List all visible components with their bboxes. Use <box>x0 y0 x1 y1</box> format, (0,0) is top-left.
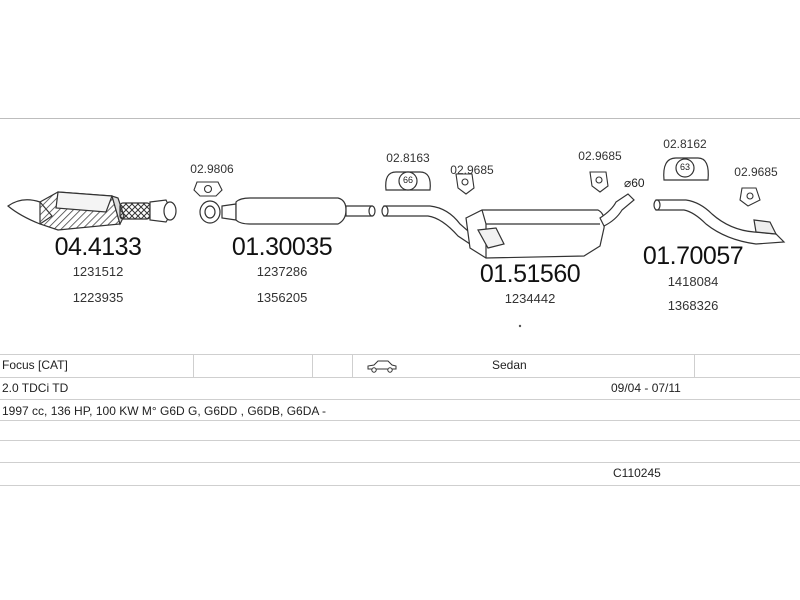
table-border-top <box>0 354 800 355</box>
table-border-bottom <box>0 485 800 486</box>
table-col-divider <box>312 354 313 377</box>
model-cell: Focus [CAT] <box>2 358 68 372</box>
clip-label-5: 02.8162 <box>663 137 707 151</box>
top-border <box>0 118 800 119</box>
diameter-label: ⌀60 <box>624 176 645 190</box>
engine-cell: 2.0 TDCi TD <box>2 381 69 395</box>
part-number-front-pipe: 01.30035 <box>231 233 333 261</box>
ring-size-66: 66 <box>402 175 414 185</box>
clip-1-icon <box>194 182 222 196</box>
table-col-divider <box>352 354 353 377</box>
part-ref-rear-pipe-1: 1418084 <box>667 274 719 289</box>
part-ref-catalyst-2: 1223935 <box>72 290 124 305</box>
part-ref-front-pipe-1: 1237286 <box>256 264 308 279</box>
part-number-catalyst: 04.4133 <box>54 233 142 261</box>
catalyst-part <box>8 192 176 230</box>
ring-size-63: 63 <box>679 162 691 172</box>
clip-label-1: 02.9806 <box>190 162 234 176</box>
rear-pipe-part <box>654 200 784 244</box>
period-cell: 09/04 - 07/11 <box>611 381 681 395</box>
table-col-divider <box>694 354 695 377</box>
part-ref-rear-pipe-2: 1368326 <box>667 298 719 313</box>
front-pipe-part <box>200 198 375 224</box>
part-number-middle: 01.51560 <box>479 260 581 288</box>
part-ref-front-pipe-2: 1356205 <box>256 290 308 305</box>
catalog-code-cell: C110245 <box>613 466 661 480</box>
car-body-icon <box>366 359 398 376</box>
body-type-cell: Sedan <box>492 358 527 372</box>
part-number-rear-pipe: 01.70057 <box>642 242 744 270</box>
table-divider <box>0 377 800 378</box>
clip-label-3: 02.9685 <box>450 163 494 177</box>
hanger-3-icon <box>740 188 760 206</box>
clip-label-6: 02.9685 <box>734 165 778 179</box>
table-divider <box>0 440 800 441</box>
part-ref-catalyst-1: 1231512 <box>72 264 124 279</box>
table-divider <box>0 399 800 400</box>
specs-cell: 1997 cc, 136 HP, 100 KW M° G6D G, G6DD , G6DB, G6DA - <box>2 404 327 418</box>
hanger-2-icon <box>590 172 608 192</box>
table-divider <box>0 420 800 421</box>
table-col-divider <box>193 354 194 377</box>
hanger-1-icon <box>456 174 474 194</box>
clip-label-2: 02.8163 <box>386 151 430 165</box>
clip-label-4: 02.9685 <box>578 149 622 163</box>
table-divider <box>0 462 800 463</box>
part-ref-middle-1: 1234442 <box>504 291 556 306</box>
exhaust-diagram <box>0 120 800 355</box>
